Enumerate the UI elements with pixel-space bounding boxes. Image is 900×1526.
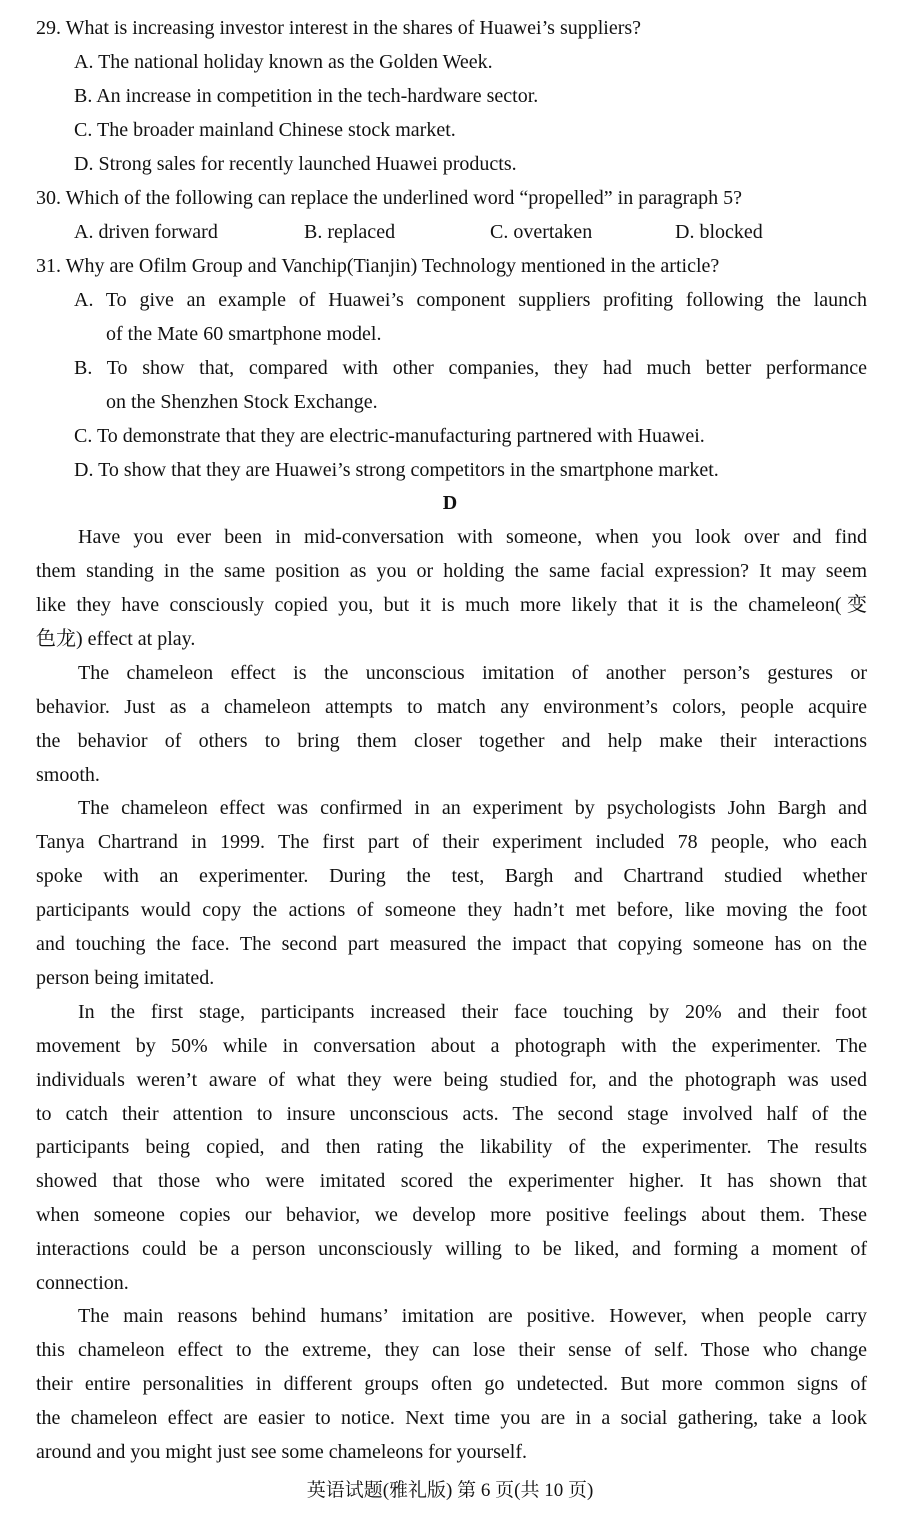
passage-line: spoke with an experimenter. During the test, Bargh and Chartrand studied whether (36, 865, 867, 887)
section-title-d: D (442, 492, 458, 514)
q29-option-a: A. The national holiday known as the Golden Week. (74, 51, 493, 73)
q30-option-a: A. driven forward (74, 221, 218, 243)
passage-line: participants being copied, and then rating the likability of the experimenter. The results (36, 1136, 867, 1158)
q30-option-c: C. overtaken (490, 221, 593, 243)
passage-line: smooth. (36, 764, 100, 786)
q29-option-c: C. The broader mainland Chinese stock market. (74, 119, 456, 141)
passage-line: around and you might just see some chameleons for yourself. (36, 1441, 527, 1463)
q30-option-d: D. blocked (675, 221, 763, 243)
passage-line: like they have consciously copied you, but it is much more likely that it is the chameleon(变 (36, 594, 867, 616)
passage-line: when someone copies our behavior, we develop more positive feelings about them. These (36, 1204, 867, 1226)
passage-line: them standing in the same position as you or holding the same facial expression? It may seem (36, 560, 867, 582)
passage-line: movement by 50% while in conversation about a photograph with the experimenter. The (36, 1035, 867, 1057)
passage-line: The main reasons behind humans’ imitation are positive. However, when people carry (78, 1305, 867, 1327)
q29-stem: 29. What is increasing investor interest in the shares of Huawei’s suppliers? (36, 17, 642, 39)
passage-line: The chameleon effect was confirmed in an experiment by psychologists John Bargh and (78, 797, 867, 819)
passage-line: In the first stage, participants increased their face touching by 20% and their foot (78, 1001, 867, 1023)
passage-line: interactions could be a person unconsciously willing to be liked, and forming a moment of (36, 1238, 867, 1260)
passage-line: the chameleon effect are easier to notice. Next time you are in a social gathering, take a look (36, 1407, 867, 1429)
passage-line: their entire personalities in different groups often go undetected. But more common signs of (36, 1373, 867, 1395)
passage-line: individuals weren’t aware of what they were being studied for, and the photograph was used (36, 1069, 867, 1091)
passage-line: Tanya Chartrand in 1999. The first part of their experiment included 78 people, who each (36, 831, 867, 853)
q29-option-d: D. Strong sales for recently launched Huawei products. (74, 153, 517, 175)
q31-option-a: A. To give an example of Huawei’s component suppliers profiting following the launch (74, 289, 867, 311)
q31-option-b-cont: on the Shenzhen Stock Exchange. (106, 391, 378, 413)
passage-line: person being imitated. (36, 967, 215, 989)
page-footer: 英语试题(雅礼版) 第 6 页(共 10 页) (306, 1480, 594, 1501)
q31-option-b: B. To show that, compared with other companies, they had much better performance (74, 357, 867, 379)
q30-option-b: B. replaced (304, 221, 396, 243)
passage-line: connection. (36, 1272, 129, 1294)
passage-line: participants would copy the actions of someone they hadn’t met before, like moving the foot (36, 899, 867, 921)
passage-line: 色龙) effect at play. (36, 628, 196, 650)
q29-option-b: B. An increase in competition in the tech-hardware sector. (74, 85, 539, 107)
q31-option-c: C. To demonstrate that they are electric-manufacturing partnered with Huawei. (74, 425, 705, 447)
passage-line: showed that those who were imitated scored the experimenter higher. It has shown that (36, 1170, 867, 1192)
passage-line: to catch their attention to insure unconscious acts. The second stage involved half of the (36, 1103, 867, 1125)
q31-option-d: D. To show that they are Huawei’s strong competitors in the smartphone market. (74, 459, 719, 481)
passage-line: this chameleon effect to the extreme, they can lose their sense of self. Those who change (36, 1339, 867, 1361)
q31-option-a-cont: of the Mate 60 smartphone model. (106, 323, 382, 345)
passage-line: The chameleon effect is the unconscious imitation of another person’s gestures or (78, 662, 867, 684)
passage-line: Have you ever been in mid-conversation with someone, when you look over and find (78, 526, 867, 548)
q31-stem: 31. Why are Ofilm Group and Vanchip(Tianjin) Technology mentioned in the article? (36, 255, 720, 277)
q30-stem: 30. Which of the following can replace the underlined word “propelled” in paragraph 5? (36, 187, 743, 209)
passage-line: behavior. Just as a chameleon attempts to match any environment’s colors, people acquire (36, 696, 867, 718)
passage-line: and touching the face. The second part measured the impact that copying someone has on the (36, 933, 867, 955)
passage-line: the behavior of others to bring them closer together and help make their interactions (36, 730, 867, 752)
